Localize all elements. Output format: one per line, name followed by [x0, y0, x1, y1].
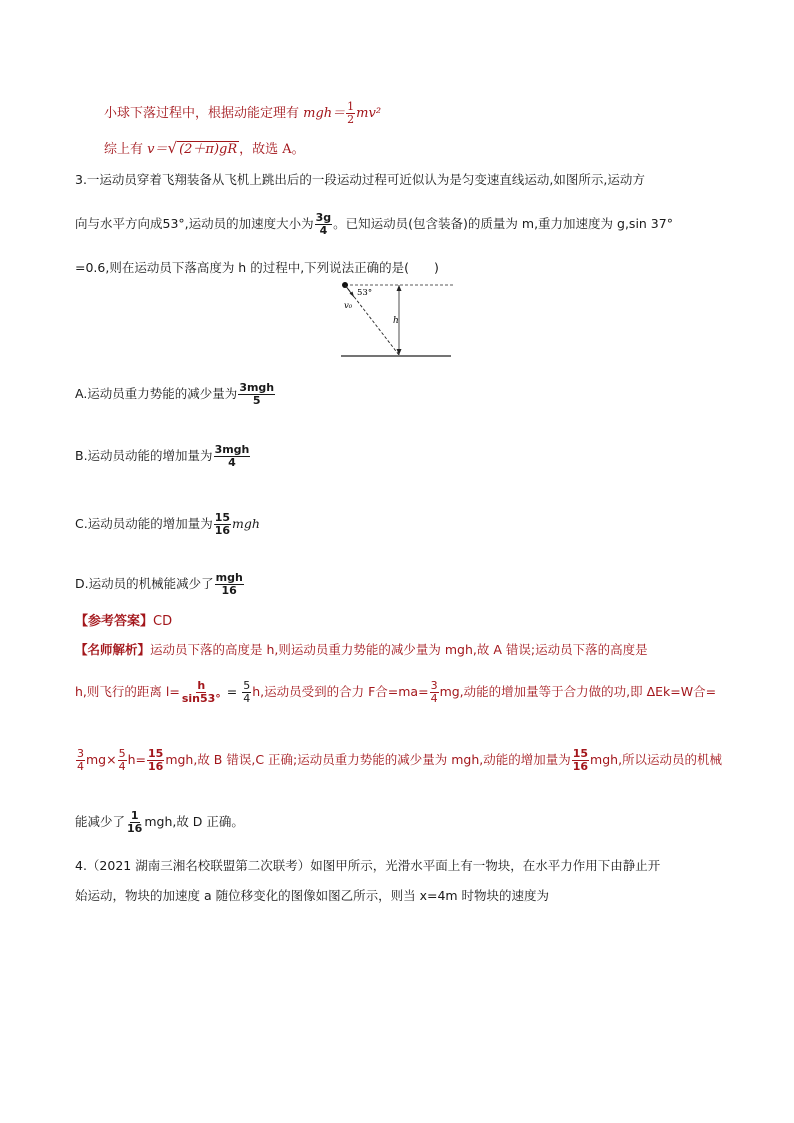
formula-part: mgh＝ — [303, 106, 346, 121]
fraction-denominator: 16 — [572, 760, 589, 773]
fraction-denominator: 16 — [221, 584, 237, 597]
prev-solution-text: 小球下落过程中，根据动能定理有 — [104, 106, 304, 121]
answer-value: CD — [153, 614, 173, 629]
fraction-1-16 — [126, 810, 143, 835]
analysis-text: mgh,故 B 错误,C 正确;运动员重力势能的减少量为 mgh,动能的增加量为 — [165, 752, 571, 767]
q3-line-2 — [75, 212, 673, 237]
option-c-fraction — [214, 512, 231, 537]
analysis-line-1 — [75, 642, 648, 658]
fraction-numerator: mgh — [215, 571, 243, 584]
fraction-denominator: sin53° — [181, 692, 221, 705]
fraction-numerator: 1 — [347, 100, 355, 113]
formula-part: mv² — [356, 106, 382, 121]
q3-line-3: =0.6,则在运动员下落高度为 h 的过程中,下列说法正确的是( ) — [75, 260, 439, 275]
fraction-half — [346, 101, 355, 126]
fraction-numerator: 15 — [572, 747, 589, 760]
fraction-numerator: 3mgh — [214, 443, 250, 456]
formula-part: v＝ — [147, 142, 168, 157]
fraction-denominator: 4 — [228, 456, 236, 469]
fraction-denominator: 2 — [347, 113, 355, 126]
option-b-fraction — [214, 444, 251, 469]
fraction-h-sin53 — [181, 680, 222, 705]
analysis-text: mgh,故 D 正确。 — [144, 814, 244, 829]
fraction-3g-4 — [315, 212, 333, 237]
sqrt-content: (2＋π)gR — [179, 142, 238, 157]
fraction-denominator: 16 — [214, 524, 231, 537]
analysis-line-2 — [75, 680, 716, 705]
option-b-text: B.运动员动能的增加量为 — [75, 448, 213, 463]
fraction-15-16 — [572, 748, 589, 773]
q3-line-1: 3.一运动员穿着飞翔装备从飞机上跳出后的一段运动过程可近似认为是匀变速直线运动,如图所示,运动方 — [75, 172, 645, 187]
analysis-line-3 — [75, 748, 722, 773]
fraction-numerator: h — [197, 679, 206, 692]
fraction-numerator: 3g — [315, 211, 332, 224]
analysis-text: mgh,所以运动员的机械 — [590, 752, 723, 767]
option-b — [75, 444, 251, 469]
analysis-text: mg,动能的增加量等于合力做的功,即 ΔEk=W合= — [439, 684, 717, 699]
analysis-label: 【名师解析】 — [75, 642, 151, 657]
option-c-tail: mgh — [232, 516, 260, 531]
height-arrow-down — [397, 349, 402, 355]
analysis-text: 运动员下落的高度是 h,则运动员重力势能的减少量为 mgh,故 A 错误;运动员下落的高度是 — [150, 642, 648, 657]
analysis-text: h= — [127, 752, 146, 767]
option-d — [75, 572, 245, 597]
fraction-denominator: 16 — [127, 822, 143, 835]
analysis-text: h,则飞行的距离 l= — [75, 684, 180, 699]
prev-solution-line-1 — [104, 101, 381, 126]
fraction-denominator: 4 — [77, 760, 84, 773]
option-a-fraction — [238, 382, 275, 407]
prev-solution-line-2 — [104, 140, 305, 158]
fraction-denominator: 16 — [148, 760, 164, 773]
fraction-denominator: 4 — [118, 760, 126, 773]
fraction-numerator: 1 — [130, 809, 139, 822]
fraction-numerator: 15 — [148, 747, 164, 760]
fraction-denominator: 4 — [319, 224, 328, 237]
fraction-numerator: 15 — [214, 511, 231, 524]
fraction-numerator: 5 — [118, 747, 126, 760]
fraction-denominator: 5 — [252, 394, 261, 407]
fraction-15-16 — [147, 748, 164, 773]
q4-line-2: 始运动，物块的加速度 a 随位移变化的图像如图乙所示，则当 x=4m 时物块的速度为 — [75, 888, 550, 903]
option-d-fraction — [215, 572, 244, 597]
fraction-3-4 — [76, 748, 85, 773]
analysis-text: = — [222, 684, 242, 699]
q4-line-1: 4.（2021 湖南三湘名校联盟第二次联考）如图甲所示，光滑水平面上有一物块，在水平力作用下由静止开 — [75, 858, 661, 873]
fraction-numerator: 5 — [243, 679, 251, 692]
sqrt-sign: √ — [167, 139, 178, 157]
analysis-text: 能减少了 — [75, 814, 126, 829]
fraction-numerator: 3 — [430, 679, 438, 692]
height-arrow-up — [397, 285, 402, 291]
fraction-denominator: 4 — [243, 692, 251, 705]
prev-solution-text: 综上有 — [104, 142, 148, 157]
h-label: h — [393, 316, 399, 326]
q3-text: 。已知运动员(包含装备)的质量为 m,重力加速度为 g,sin 37° — [333, 216, 673, 231]
fraction-5-4 — [118, 748, 127, 773]
analysis-text: mg× — [86, 752, 117, 767]
fraction-3-4 — [430, 680, 439, 705]
fraction-5-4 — [242, 680, 251, 705]
answer-line — [75, 614, 172, 630]
q3-text: 向与水平方向成53°,运动员的加速度大小为 — [75, 216, 314, 231]
analysis-line-4 — [75, 810, 244, 835]
v0-label: v₀ — [344, 301, 353, 311]
angle-label: 53° — [357, 288, 373, 298]
option-a-text: A.运动员重力势能的减少量为 — [75, 386, 238, 401]
fraction-denominator: 4 — [430, 692, 438, 705]
fraction-numerator: 3 — [77, 747, 84, 760]
prev-solution-text: ，故选 A。 — [239, 142, 305, 157]
skydiver-figure — [335, 278, 455, 362]
fraction-numerator: 3mgh — [239, 381, 275, 394]
option-d-text: D.运动员的机械能减少了 — [75, 576, 214, 591]
option-c-text: C.运动员动能的增加量为 — [75, 516, 213, 531]
answer-label: 【参考答案】 — [75, 614, 154, 629]
analysis-text: h,运动员受到的合力 F合=ma= — [252, 684, 429, 699]
option-a — [75, 382, 276, 407]
option-c — [75, 512, 260, 537]
